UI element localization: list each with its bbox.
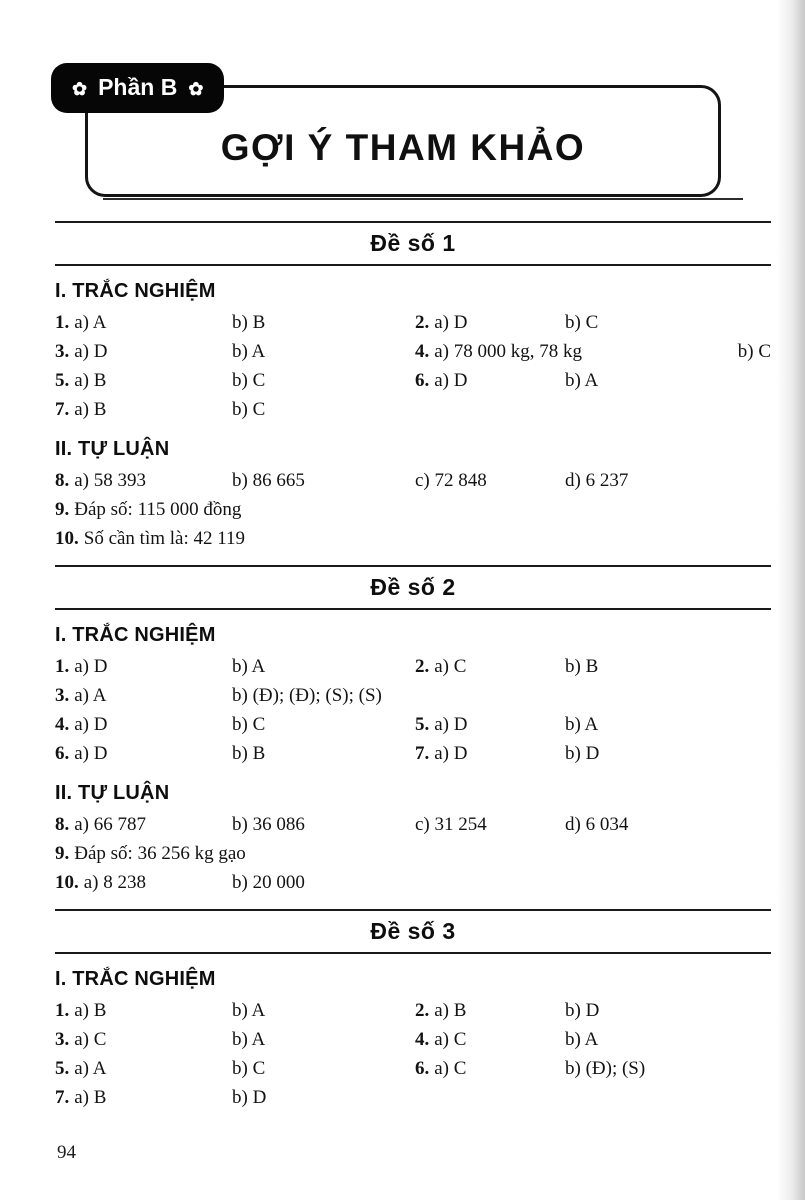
page-header — [55, 74, 771, 197]
question-number: 9. — [55, 499, 70, 520]
answer-cell — [415, 308, 565, 337]
answer-cell — [565, 739, 599, 768]
answer-row — [55, 524, 771, 553]
block-heading: I. TRẮC NGHIỆM — [55, 968, 216, 990]
answer-cell — [232, 739, 415, 768]
answer-text: a) C — [434, 656, 467, 677]
question-number: 6. — [415, 370, 430, 391]
question-number: 6. — [415, 1058, 430, 1079]
page-number: 94 — [57, 1142, 76, 1163]
answer-text: b) A — [232, 341, 266, 362]
answer-text: b) 86 665 — [232, 470, 305, 491]
part-badge — [51, 63, 224, 113]
answer-cell — [232, 1025, 415, 1054]
answer-cell — [55, 710, 232, 739]
answer-text: b) A — [232, 1000, 266, 1021]
question-number: 1. — [55, 656, 70, 677]
answer-cell — [415, 810, 565, 839]
answer-text: b) A — [565, 714, 599, 735]
answer-text: a) C — [74, 1029, 107, 1050]
question-number: 4. — [415, 341, 430, 362]
answer-text: a) 58 393 — [74, 470, 147, 491]
question-number: 5. — [55, 1058, 70, 1079]
question-number: 7. — [415, 743, 430, 764]
answer-cell — [232, 652, 415, 681]
answer-cell — [415, 1025, 565, 1054]
question-number: 10. — [55, 872, 79, 893]
answer-cell — [565, 996, 599, 1025]
answer-text: b) C — [737, 341, 771, 362]
question-number: 7. — [55, 399, 70, 420]
answer-text: b) D — [565, 1000, 600, 1021]
part-badge-label: Phần B — [98, 74, 178, 100]
answer-row — [55, 739, 771, 768]
question-number: 5. — [415, 714, 430, 735]
flower-icon: ✿ — [72, 78, 88, 99]
question-number: 7. — [55, 1087, 70, 1108]
answer-cell — [55, 739, 232, 768]
answer-cell — [55, 524, 245, 553]
answer-cell — [565, 1054, 645, 1083]
answer-text: a) B — [74, 370, 107, 391]
answer-text: b) D — [232, 1087, 267, 1108]
block-heading: II. TỰ LUẬN — [55, 438, 170, 460]
answer-text: b) 20 000 — [232, 872, 305, 893]
answer-cell — [55, 1025, 232, 1054]
question-number: 3. — [55, 341, 70, 362]
answer-cell — [415, 366, 565, 395]
answer-cell — [232, 1083, 415, 1112]
answer-cell — [232, 466, 415, 495]
answer-cell — [415, 710, 565, 739]
answer-text: a) D — [434, 312, 468, 333]
answer-text: b) (Đ); (S) — [565, 1058, 646, 1079]
answer-row — [55, 466, 771, 495]
answer-row — [55, 337, 771, 366]
exam-section — [55, 565, 771, 897]
answer-cell — [232, 810, 415, 839]
answer-cell — [55, 1083, 232, 1112]
answer-text: b) B — [232, 743, 266, 764]
block-heading: I. TRẮC NGHIỆM — [55, 280, 216, 302]
answer-cell — [55, 810, 232, 839]
answer-text: c) 72 848 — [415, 470, 487, 491]
answer-row — [55, 1083, 771, 1112]
answer-text: a) D — [74, 714, 108, 735]
answer-row — [55, 1054, 771, 1083]
answer-text: Đáp số: 115 000 đồng — [74, 499, 242, 520]
answer-text: b) A — [232, 656, 266, 677]
answer-text: b) C — [232, 1058, 266, 1079]
answer-text: b) 36 086 — [232, 814, 305, 835]
flower-icon: ✿ — [188, 78, 204, 99]
answer-row — [55, 652, 771, 681]
question-number: 2. — [415, 312, 430, 333]
section-title: Đề số 3 — [370, 918, 456, 944]
section-title-band — [55, 909, 771, 954]
answer-cell — [738, 337, 771, 366]
answer-text: a) D — [434, 370, 468, 391]
answer-cell — [415, 337, 738, 366]
answer-cell — [55, 366, 232, 395]
answer-text: a) B — [74, 399, 107, 420]
answer-cell — [232, 337, 415, 366]
question-number: 8. — [55, 470, 70, 491]
answer-cell — [55, 652, 232, 681]
answer-cell — [232, 1054, 415, 1083]
question-number: 10. — [55, 528, 79, 549]
answer-cell — [415, 996, 565, 1025]
answer-row — [55, 495, 771, 524]
answer-text: Đáp số: 36 256 kg gạo — [74, 843, 246, 864]
answer-cell — [565, 366, 598, 395]
answer-text: b) D — [565, 743, 600, 764]
answer-text: b) C — [232, 370, 266, 391]
answer-row — [55, 681, 771, 710]
answer-text: b) B — [232, 312, 266, 333]
answer-cell — [55, 308, 232, 337]
answer-text: b) C — [565, 312, 599, 333]
answer-cell — [232, 366, 415, 395]
answer-text: a) A — [74, 685, 107, 706]
answer-cell — [232, 710, 415, 739]
answer-text: a) D — [74, 743, 108, 764]
question-number: 1. — [55, 1000, 70, 1021]
answer-text: b) B — [565, 656, 599, 677]
answer-text: a) C — [434, 1058, 467, 1079]
answer-text: a) B — [74, 1087, 107, 1108]
answer-cell — [55, 996, 232, 1025]
answer-text: b) A — [565, 370, 599, 391]
answer-cell — [55, 337, 232, 366]
answer-cell — [415, 652, 565, 681]
answer-text: b) A — [232, 1029, 266, 1050]
answer-row — [55, 308, 771, 337]
page-title: GỢI Ý THAM KHẢO — [220, 127, 586, 168]
answer-row — [55, 1025, 771, 1054]
exam-section — [55, 909, 771, 1112]
answer-cell — [232, 308, 415, 337]
question-number: 2. — [415, 1000, 430, 1021]
answer-row — [55, 710, 771, 739]
question-number: 4. — [415, 1029, 430, 1050]
block-heading: I. TRẮC NGHIỆM — [55, 624, 216, 646]
answer-text: c) 31 254 — [415, 814, 487, 835]
answer-cell — [415, 1054, 565, 1083]
answer-text: b) (Đ); (Đ); (S); (S) — [232, 685, 382, 706]
question-number: 3. — [55, 1029, 70, 1050]
answer-cell — [55, 495, 241, 524]
answer-text: a) D — [434, 743, 468, 764]
answer-row — [55, 366, 771, 395]
answer-text: d) 6 237 — [565, 470, 629, 491]
answer-text: a) 78 000 kg, 78 kg — [434, 341, 583, 362]
answer-cell — [55, 681, 232, 710]
question-number: 6. — [55, 743, 70, 764]
answer-text: Số cần tìm là: 42 119 — [83, 528, 246, 549]
answer-text: a) 66 787 — [74, 814, 147, 835]
answer-cell — [415, 739, 565, 768]
answer-text: d) 6 034 — [565, 814, 629, 835]
section-title-band — [55, 565, 771, 610]
answer-row — [55, 839, 771, 868]
answer-cell — [565, 652, 598, 681]
question-number: 2. — [415, 656, 430, 677]
answer-cell — [232, 868, 415, 897]
answer-cell — [55, 395, 232, 424]
answer-cell — [565, 1025, 598, 1054]
answer-text: b) C — [232, 714, 266, 735]
question-number: 9. — [55, 843, 70, 864]
answer-cell — [565, 466, 628, 495]
answer-row — [55, 395, 771, 424]
answer-cell — [565, 710, 598, 739]
answer-text: a) D — [434, 714, 468, 735]
answer-row — [55, 868, 771, 897]
answer-text: a) B — [434, 1000, 467, 1021]
scan-edge-shading — [777, 0, 805, 1200]
answer-row — [55, 810, 771, 839]
question-number: 4. — [55, 714, 70, 735]
answer-text: a) A — [74, 1058, 107, 1079]
answer-text: b) C — [232, 399, 266, 420]
answer-text: b) A — [565, 1029, 599, 1050]
answer-cell — [565, 308, 598, 337]
answer-text: a) D — [74, 341, 108, 362]
answer-cell — [565, 810, 628, 839]
answer-text: a) 8 238 — [83, 872, 147, 893]
question-number: 8. — [55, 814, 70, 835]
answer-cell — [55, 839, 246, 868]
answer-text: a) D — [74, 656, 108, 677]
page-content — [55, 0, 771, 1112]
answer-sections — [55, 221, 771, 1112]
answer-cell — [55, 466, 232, 495]
answer-cell — [232, 996, 415, 1025]
answer-cell — [232, 681, 415, 710]
question-number: 3. — [55, 685, 70, 706]
section-title: Đề số 1 — [370, 230, 456, 256]
question-number: 1. — [55, 312, 70, 333]
answer-cell — [415, 466, 565, 495]
section-title: Đề số 2 — [370, 574, 456, 600]
question-number: 5. — [55, 370, 70, 391]
section-title-band — [55, 221, 771, 266]
answer-text: a) C — [434, 1029, 467, 1050]
exam-section — [55, 221, 771, 553]
answer-text: a) A — [74, 312, 107, 333]
answer-cell — [55, 1054, 232, 1083]
answer-cell — [232, 395, 415, 424]
answer-cell — [55, 868, 232, 897]
answer-text: a) B — [74, 1000, 107, 1021]
block-heading: II. TỰ LUẬN — [55, 782, 170, 804]
answer-row — [55, 996, 771, 1025]
